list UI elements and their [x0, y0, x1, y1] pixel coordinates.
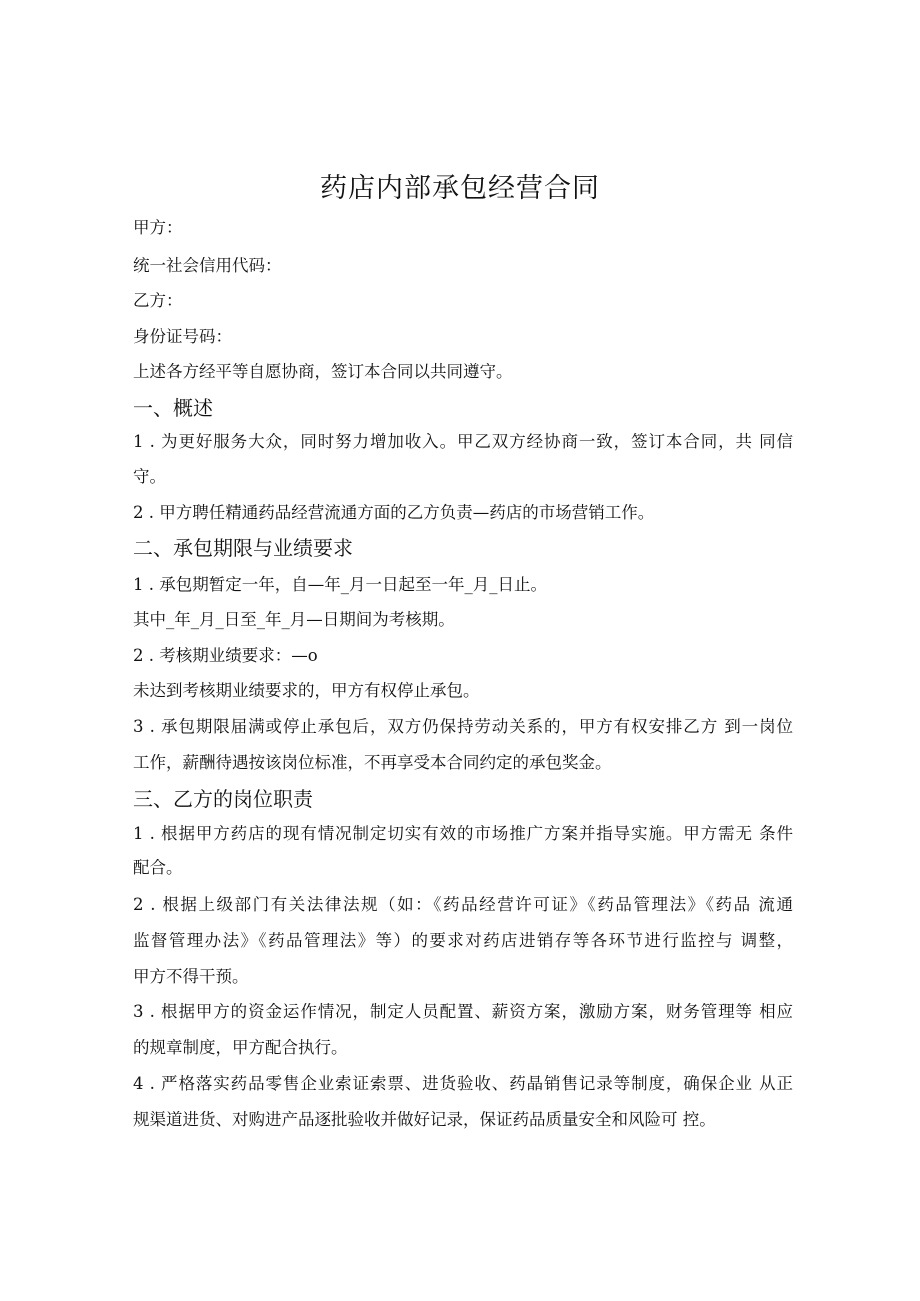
section-1-heading: 一、概述 — [133, 396, 213, 420]
section-3-item-1: 1 . 根据甲方药店的现有情况制定切实有效的市场推广方案并指导实施。甲方需无 条件 — [133, 824, 793, 843]
party-a-field: 甲方： — [133, 218, 183, 237]
section-3-item-4-cont: 规渠道进货、对购进产品逐批验收并做好记录，保证药品质量安全和风险可 控。 — [133, 1110, 716, 1129]
section-2-item-2-cont: 未达到考核期业绩要求的，甲方有权停止承包。 — [133, 681, 480, 700]
section-1-item-1-cont: 守。 — [133, 467, 166, 486]
section-2-heading: 二、承包期限与业绩要求 — [133, 536, 353, 560]
section-2-item-3-cont: 工作，薪酬待遇按该岗位标准，不再享受本合同约定的承包奖金。 — [133, 753, 612, 772]
section-3-item-1-cont: 配合。 — [133, 858, 183, 877]
credit-code-field: 统一社会信用代码： — [133, 256, 282, 275]
section-2-item-3: 3 . 承包期限届满或停止承包后，双方仍保持劳动关系的，甲方有权安排乙方 到一岗位 — [133, 717, 793, 736]
section-2-item-2: 2 . 考核期业绩要求：—o — [133, 646, 318, 665]
section-3-item-2-cont-2: 甲方不得干预。 — [133, 967, 249, 986]
section-3-item-2-cont: 监督管理办法》《药品管理法》等）的要求对药店进销存等各环节进行监控与 调整， — [133, 931, 793, 950]
id-number-field: 身份证号码： — [133, 327, 232, 346]
section-3-item-3-cont: 的规章制度，甲方配合执行。 — [133, 1038, 348, 1057]
preamble: 上述各方经平等自愿协商，签订本合同以共同遵守。 — [133, 362, 513, 381]
party-b-field: 乙方： — [133, 291, 183, 310]
section-2-item-1-cont: 其中_年_月_日至_年_月—日期间为考核期。 — [133, 610, 455, 629]
section-3-item-4: 4 . 严格落实药品零售企业索证索票、进货验收、药晶销售记录等制度，确保企业 从正 — [133, 1074, 793, 1093]
document-title: 药店内部承包经营合同 — [320, 173, 600, 204]
section-3-heading: 三、乙方的岗位职责 — [133, 787, 313, 811]
section-1-item-1: 1 . 为更好服务大众，同时努力增加收入。甲乙双方经协商一致，签订本合同，共 同信 — [133, 432, 793, 451]
section-3-item-2: 2 . 根据上级部门有关法律法规（如：《药品经营许可证》《药品管理法》《药品 流通 — [133, 895, 793, 914]
section-2-item-1: 1 . 承包期暂定一年，自—年_月一日起至一年_月_日止。 — [133, 575, 547, 594]
section-1-item-2: 2 . 甲方聘任精通药品经营流通方面的乙方负责—药店的市场营销工作。 — [133, 503, 655, 522]
section-3-item-3: 3 . 根据甲方的资金运作情况，制定人员配置、薪资方案，激励方案，财务管理等 相应 — [133, 1002, 793, 1021]
